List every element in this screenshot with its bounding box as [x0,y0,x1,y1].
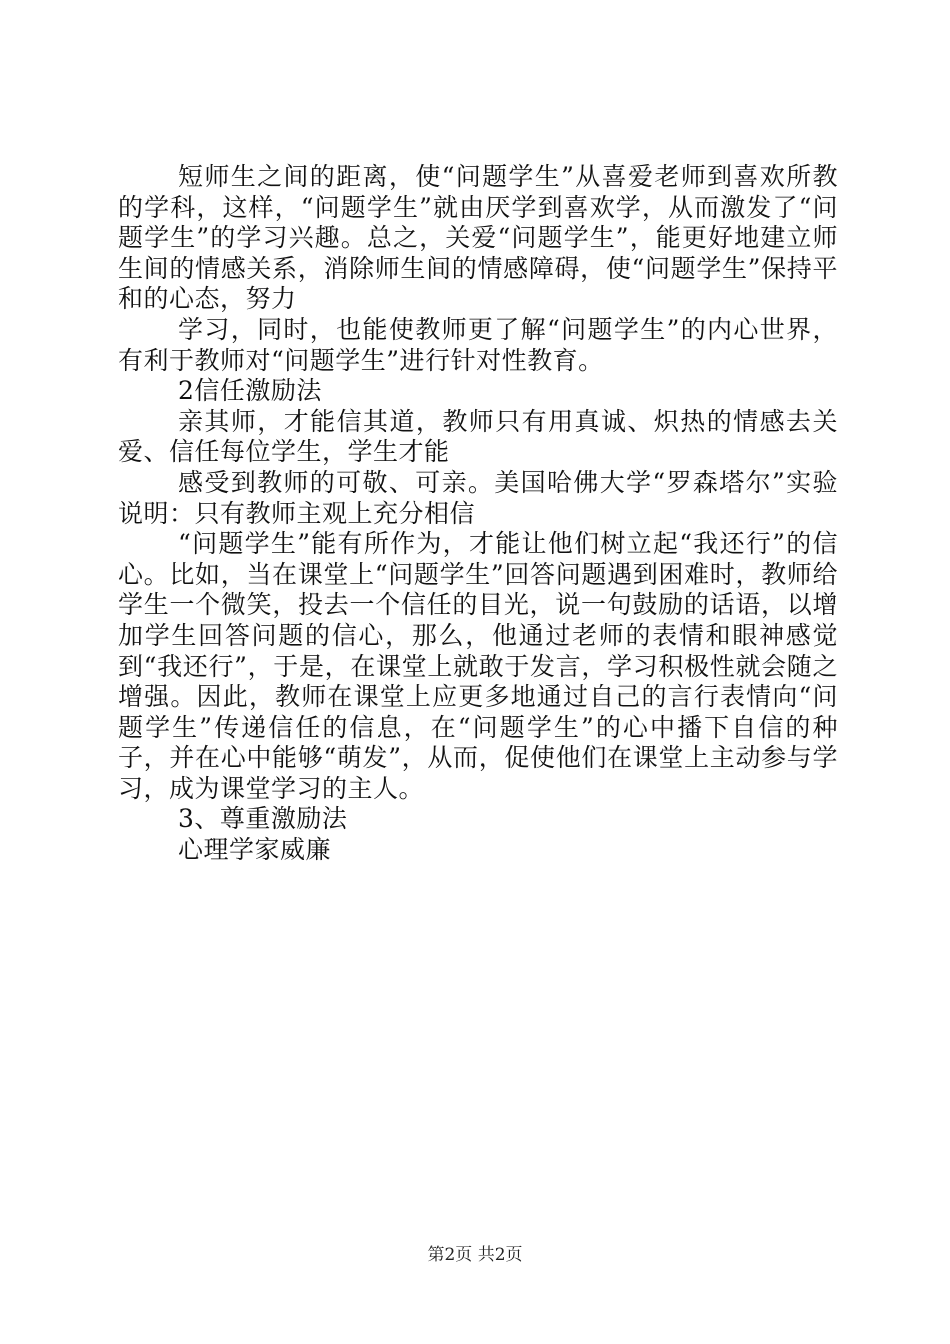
paragraph: 亲其师，才能信其道，教师只有用真诚、炽热的情感去关爱、信任每位学生，学生才能 [118,406,838,467]
paragraph: 短师生之间的距离，使“问题学生”从喜爱老师到喜欢所教的学科，这样，“问题学生”就由厌学到喜欢学，从而激发了“问题学生”的学习兴趣。总之，关爱“问题学生”，能更好地建立师生间的情感关系，消除师生间的情感障碍，使“问题学生”保持平和的心态，努力 [118,162,838,314]
paragraph: 学习，同时，也能使教师更了解“问题学生”的内心世界，有利于教师对“问题学生”进行针对性教育。 [118,314,838,375]
paragraph: “问题学生”能有所作为，才能让他们树立起“我还行”的信心。比如，当在课堂上“问题学生”回答问题遇到困难时，教师给学生一个微笑，投去一个信任的目光，说一句鼓励的话语，以增加学生回答问题的信心，那么，他通过老师的表情和眼神感觉到“我还行”，于是，在课堂上就敢于发言，学习积极性就会随之增强。因此，教师在课堂上应更多地通过自己的言行表情向“问题学生”传递信任的信息，在“问题学生”的心中播下自信的种子，并在心中能够“萌发”，从而，促使他们在课堂上主动参与学习，成为课堂学习的主人。 [118,529,838,803]
page-footer: 第2页 共2页 [427,1245,523,1265]
paragraph: 心理学家威廉 [178,835,332,865]
section-heading: 3、尊重激励法 [178,804,348,834]
paragraph: 感受到教师的可敬、可亲。美国哈佛大学“罗森塔尔”实验说明：只有教师主观上充分相信 [118,467,838,528]
body-text [118,162,838,866]
section-heading: 2信任激励法 [178,376,322,406]
